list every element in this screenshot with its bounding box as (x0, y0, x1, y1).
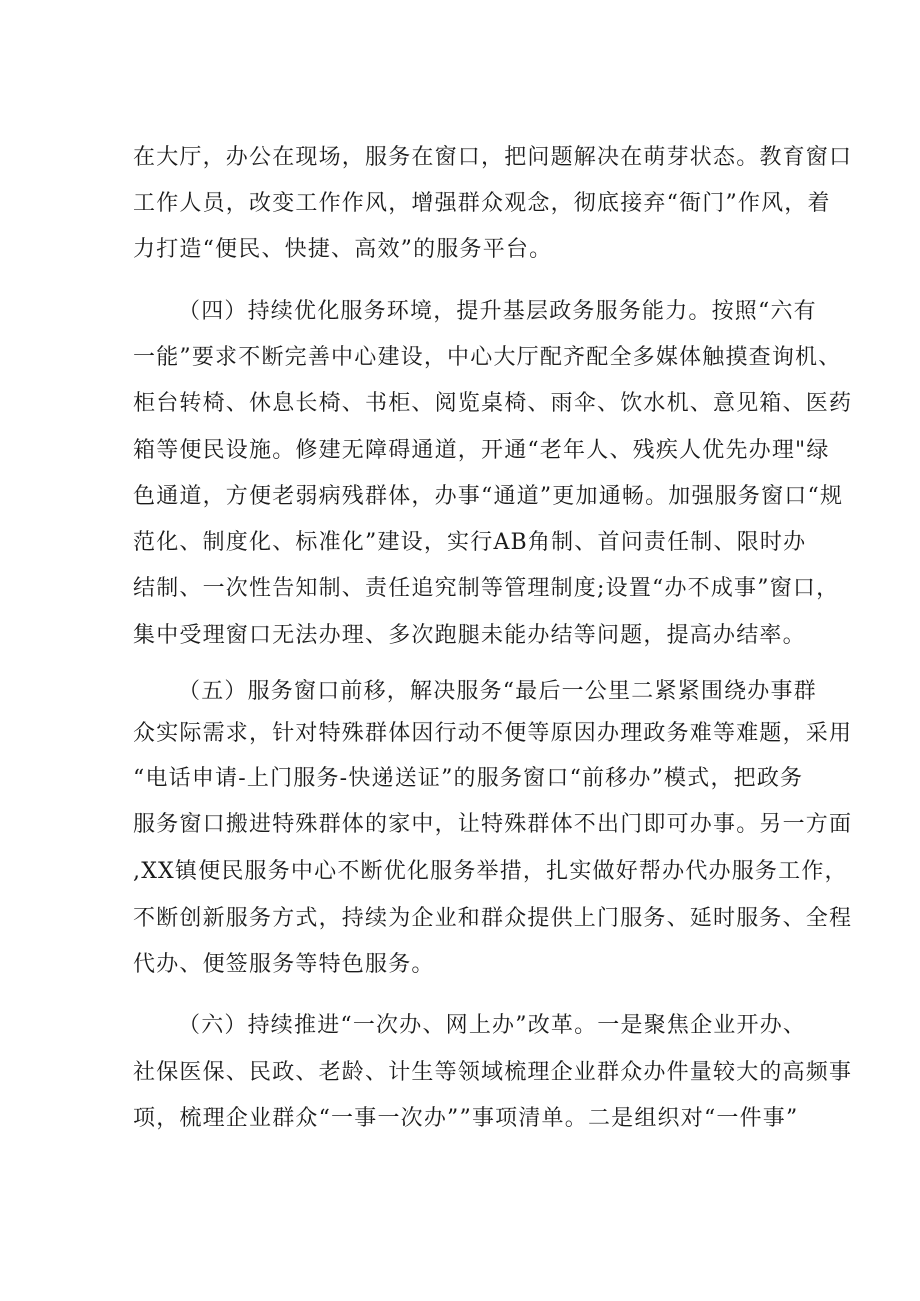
text-line-14: “电话申请-上门服务-快递送证”的服务窗口“前移办”模式，把政务 (133, 766, 804, 791)
text-line-11: 集中受理窗口无法办理、多次跑腿未能办结等问题，提高办结率。 (133, 623, 806, 648)
text-line-3: 力打造“便民、快捷、高效”的服务平台。 (133, 237, 553, 262)
text-line-18: 代办、便签服务等特色服务。 (133, 952, 435, 977)
text-line-19: （六）持续推进“一次办、网上办”改革。一是聚焦企业开办、 (178, 1013, 807, 1038)
text-line-16: ,XX镇便民服务中心不断优化服务举措，扎实做好帮办代办服务工作， (133, 859, 848, 884)
text-line-21: 项，梳理企业群众“一事一次办””事项清单。二是组织对“一件事” (133, 1106, 799, 1131)
text-line-12: （五）服务窗口前移，解决服务“最后一公里二紧紧围绕办事群 (178, 679, 817, 704)
text-line-10: 结制、一次性告知制、责任追究制等管理制度;设置“办不成事”窗口， (133, 576, 840, 601)
text-line-13: 众实际需求，针对特殊群体因行动不便等原因办理政务难等难题，采用 (133, 721, 853, 746)
text-line-6: 柜台转椅、休息长椅、书柜、阅览桌椅、雨伞、饮水机、意见箱、医药 (133, 391, 853, 416)
text-line-9: 范化、制度化、标准化”建设，实行AB角制、首问责任制、限时办 (133, 530, 807, 555)
text-line-2: 工作人员，改变工作作风，增强群众观念，彻底接弃“衙门”作风，着 (133, 191, 831, 216)
text-line-4: （四）持续优化服务环境，提升基层政务服务能力。按照“六有 (178, 299, 817, 324)
text-line-17: 不断创新服务方式，持续为企业和群众提供上门服务、延时服务、全程 (133, 906, 853, 931)
text-line-15: 服务窗口搬进特殊群体的家中，让特殊群体不出门即可办事。另一方面 (133, 812, 853, 837)
text-line-8: 色通道，方便老弱病残群体，办事“通道”更加通畅。加强服务窗口“规 (133, 484, 844, 509)
text-line-1: 在大厅，办公在现场，服务在窗口，把问题解决在萌芽状态。教育窗口 (133, 145, 853, 170)
text-line-7: 箱等便民设施。修建无障碍通道，开通“老年人、残疾人优先办理"绿 (133, 438, 830, 463)
text-line-5: 一能”要求不断完善中心建设，中心大厅配齐配全多媒体触摸查询机、 (133, 345, 842, 370)
text-line-20: 社保医保、民政、老龄、计生等领域梳理企业群众办件量较大的高频事 (133, 1060, 853, 1085)
